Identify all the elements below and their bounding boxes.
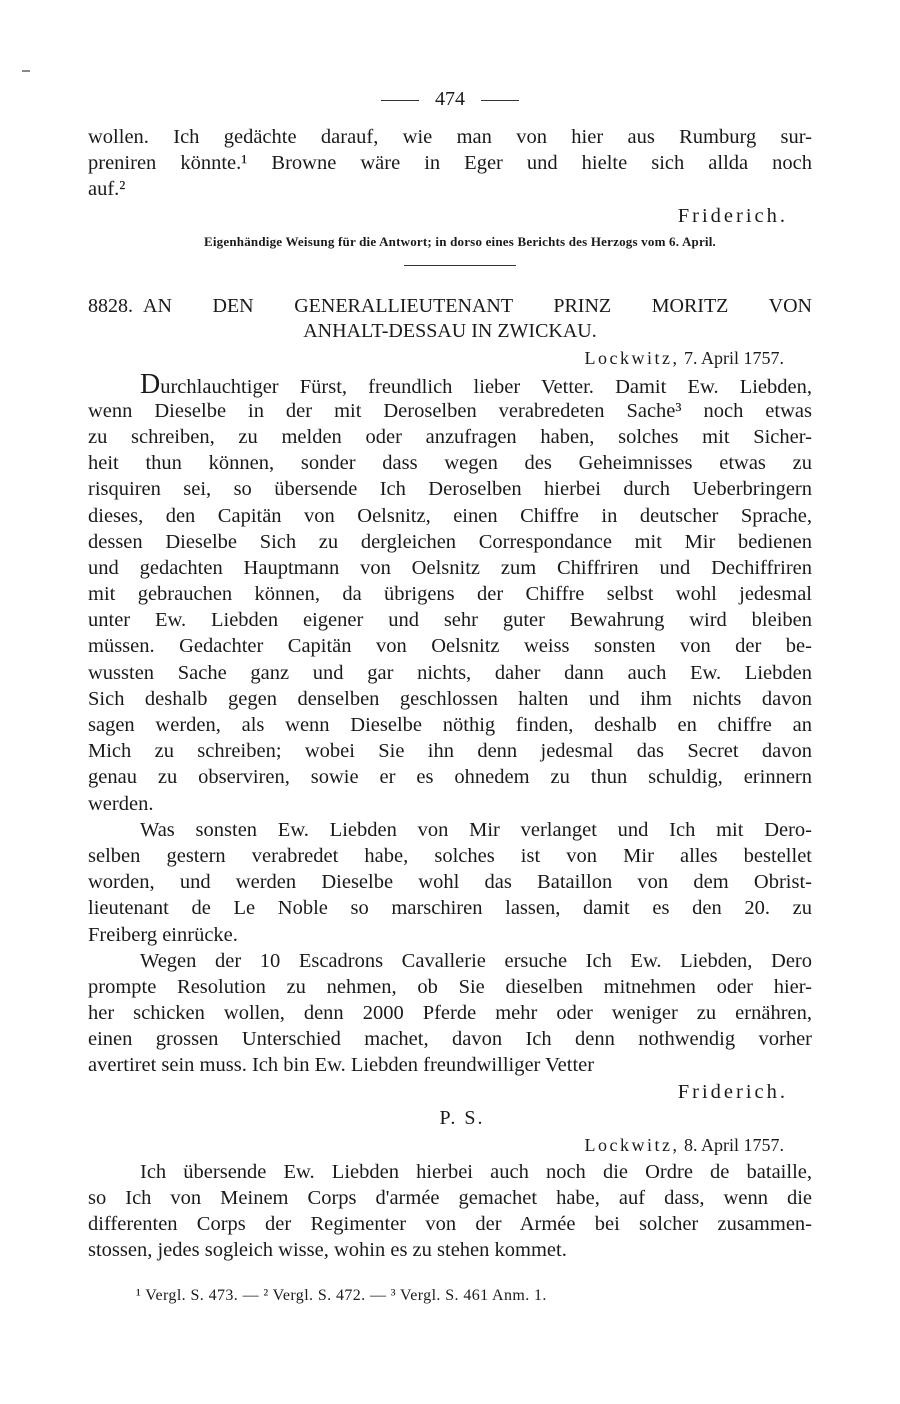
ps-date-rest: 8. April 1757. bbox=[679, 1134, 784, 1155]
text-line: Mich zu schreiben; wobei Sie ihn denn jedesmal das Secret davon bbox=[88, 740, 812, 763]
letter-heading-line-1 bbox=[88, 294, 812, 319]
paragraph-3 bbox=[88, 948, 812, 1079]
editorial-note: Eigenhändige Weisung für die Antwort; in dorso eines Berichts des Herzogs vom 6. April. bbox=[203, 233, 717, 249]
header-dash-left bbox=[381, 100, 419, 101]
dateline bbox=[88, 344, 812, 372]
date-rest: 7. April 1757. bbox=[679, 347, 784, 368]
text-line: wussten Sache ganz und gar nichts, daher dann auch Ew. Liebden bbox=[88, 661, 812, 684]
text-line: müssen. Gedachter Capitän von Oelsnitz weiss sonsten von der be- bbox=[88, 635, 812, 658]
text-line-content: urchlauchtiger Fürst, freundlich lieber Vetter. Damit Ew. Liebden, bbox=[160, 375, 812, 398]
text-line: zu schreiben, zu melden oder anzufragen haben, solches mit Sicher- bbox=[88, 425, 812, 448]
document-page bbox=[88, 84, 812, 1307]
text-line: sagen werden, als wenn Dieselbe nöthig finden, deshalb en chiffre an bbox=[88, 714, 812, 736]
ps-date-place: Lockwitz, bbox=[584, 1134, 680, 1155]
letter-number: 8828. bbox=[88, 294, 133, 317]
footnotes: ¹ Vergl. S. 473. — ² Vergl. S. 472. — ³ Vergl. S. 461 Anm. 1. bbox=[136, 1287, 547, 1305]
text-line: avertiret sein muss. Ich bin Ew. Liebden freundwilliger Vetter bbox=[88, 1054, 595, 1077]
letter-title-1: AN DEN GENERALLIEUTENANT PRINZ MORITZ VON bbox=[143, 294, 812, 317]
top-letter bbox=[88, 124, 812, 251]
text-line: unter Ew. Liebden eigener und sehr guter Bewahrung wird bleiben bbox=[88, 609, 812, 632]
text-line: wollen. Ich gedächte darauf, wie man von hier aus Rumburg sur- bbox=[88, 126, 812, 148]
text-line: heit thun können, sonder dass wegen des Geheimnisses etwas zu bbox=[88, 452, 812, 475]
text-line: preniren könnte.¹ Browne wäre in Eger und hielte sich allda noch bbox=[88, 152, 812, 175]
paragraph-1 bbox=[88, 372, 812, 817]
letter-8828 bbox=[88, 294, 812, 1264]
letter-title-2: ANHALT-DESSAU IN ZWICKAU. bbox=[303, 319, 597, 342]
postscript-text bbox=[88, 1159, 812, 1264]
text-line: Wegen der 10 Escadrons Cavallerie ersuche Ich Ew. Liebden, Dero bbox=[140, 949, 812, 972]
paragraph-2 bbox=[88, 817, 812, 948]
text-line: worden, und werden Dieselbe wohl das Bataillon von dem Obrist- bbox=[88, 871, 812, 894]
text-line: dessen Dieselbe Sich zu dergleichen Correspondance mit Mir bedienen bbox=[88, 530, 812, 553]
text-line: stossen, jedes sogleich wisse, wohin es zu stehen kommet. bbox=[88, 1239, 567, 1262]
date-place: Lockwitz, bbox=[584, 347, 680, 368]
text-line: mit gebrauchen können, da übrigens der Chiffre selbst wohl jedesmal bbox=[88, 583, 812, 606]
text-line: dieses, den Capitän von Oelsnitz, einen Chiffre in deutscher Sprache, bbox=[88, 504, 812, 527]
text-line: so Ich von Meinem Corps d'armée gemachet habe, auf dass, wenn die bbox=[88, 1186, 812, 1209]
text-line: wenn Dieselbe in der mit Deroselben verabredeten Sache³ noch etwas bbox=[88, 399, 812, 422]
text-line: werden. bbox=[88, 792, 154, 815]
page-header bbox=[88, 84, 812, 114]
text-line: differenten Corps der Regimenter von der Armée bei solcher zusammen- bbox=[88, 1213, 812, 1235]
text-line: risquiren sei, so übersende Ich Deroselben hierbei durch Ueberbringern bbox=[88, 478, 812, 501]
text-line: selben gestern verabredet habe, solches ist von Mir alles bestellet bbox=[88, 844, 812, 867]
text-line: auf.² bbox=[88, 178, 126, 201]
postscript-label: P. S. bbox=[439, 1106, 485, 1129]
ps-dateline bbox=[88, 1131, 812, 1159]
signature: Friderich. bbox=[677, 1080, 788, 1103]
text-line bbox=[88, 372, 812, 398]
text-line: und gedachten Hauptmann von Oelsnitz zum Chiffriren und Dechiffriren bbox=[88, 556, 812, 579]
text-line: Ich übersende Ew. Liebden hierbei auch noch die Ordre de bataille, bbox=[140, 1160, 812, 1183]
text-line: einen grossen Unterschied machet, davon Ich denn nothwendig vorher bbox=[88, 1028, 812, 1051]
scan-mark bbox=[22, 70, 30, 72]
header-dash-right bbox=[481, 100, 519, 101]
text-line: genau zu observiren, sowie er es ohnedem zu thun schuldig, erinnern bbox=[88, 766, 812, 789]
text-line: lieutenant de Le Noble so marschiren lassen, damit es den 20. zu bbox=[88, 897, 812, 920]
text-line: Freiberg einrücke. bbox=[88, 923, 238, 946]
text-line: prompte Resolution zu nehmen, ob Sie dieselben mitnehmen oder hier- bbox=[88, 975, 812, 998]
signature: Friderich. bbox=[677, 204, 788, 227]
page-number: 474 bbox=[435, 88, 465, 110]
drop-capital: D bbox=[140, 371, 161, 398]
text-line: her schicken wollen, denn 2000 Pferde mehr oder weniger zu ernähren, bbox=[88, 1002, 812, 1025]
section-divider bbox=[404, 265, 516, 266]
text-line: Was sonsten Ew. Liebden von Mir verlanget und Ich mit Dero- bbox=[140, 818, 812, 841]
text-line: Sich deshalb gegen denselben geschlossen halten und ihm nichts davon bbox=[88, 687, 812, 710]
